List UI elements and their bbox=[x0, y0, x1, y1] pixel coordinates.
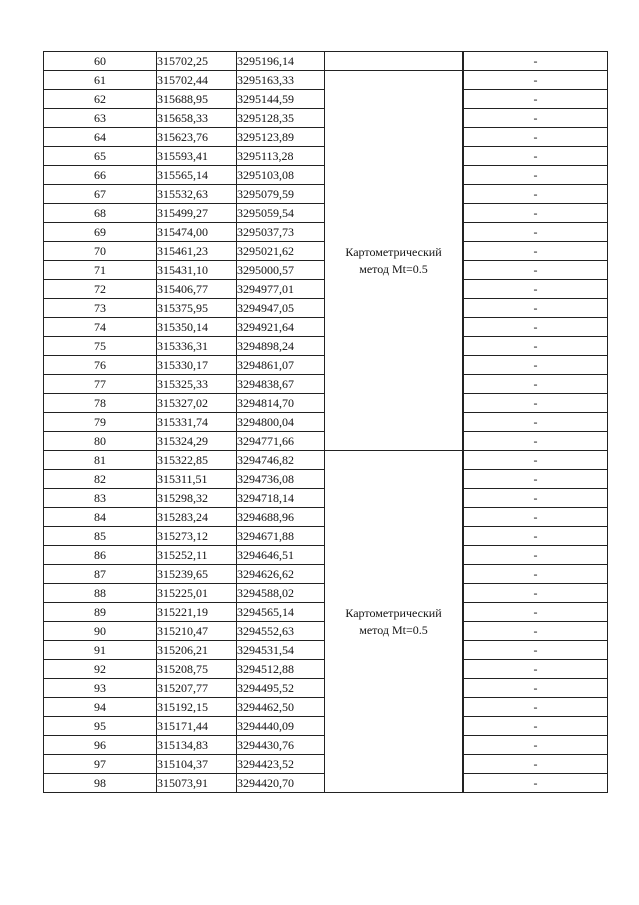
point-number-cell: 86 bbox=[44, 546, 157, 565]
dash-cell: - bbox=[464, 679, 608, 698]
dash-cell: - bbox=[464, 337, 608, 356]
x-coordinate-cell: 315375,95 bbox=[157, 299, 237, 318]
point-number-cell: 66 bbox=[44, 166, 157, 185]
method-name: Картометрический bbox=[345, 244, 442, 259]
point-number-cell: 62 bbox=[44, 90, 157, 109]
point-number-cell: 90 bbox=[44, 622, 157, 641]
y-coordinate-cell: 3295079,59 bbox=[237, 185, 325, 204]
dash-cell: - bbox=[464, 603, 608, 622]
dash-cell: - bbox=[464, 527, 608, 546]
x-coordinate-cell: 315208,75 bbox=[157, 660, 237, 679]
dash-cell: - bbox=[464, 185, 608, 204]
y-coordinate-cell: 3294495,52 bbox=[237, 679, 325, 698]
y-coordinate-cell: 3294565,14 bbox=[237, 603, 325, 622]
y-coordinate-cell: 3295021,62 bbox=[237, 242, 325, 261]
method-cell bbox=[325, 451, 463, 793]
dash-cell: - bbox=[464, 508, 608, 527]
y-coordinate-cell: 3295163,33 bbox=[237, 71, 325, 90]
x-coordinate-cell: 315206,21 bbox=[157, 641, 237, 660]
x-coordinate-cell: 315273,12 bbox=[157, 527, 237, 546]
dash-cell: - bbox=[464, 166, 608, 185]
dash-cell: - bbox=[464, 736, 608, 755]
point-number-cell: 79 bbox=[44, 413, 157, 432]
y-coordinate-cell: 3294861,07 bbox=[237, 356, 325, 375]
x-coordinate-cell: 315283,24 bbox=[157, 508, 237, 527]
dash-cell: - bbox=[464, 242, 608, 261]
x-coordinate-cell: 315210,47 bbox=[157, 622, 237, 641]
x-coordinate-cell: 315322,85 bbox=[157, 451, 237, 470]
dash-cell: - bbox=[464, 755, 608, 774]
dash-cell: - bbox=[464, 204, 608, 223]
point-number-cell: 77 bbox=[44, 375, 157, 394]
point-number-cell: 69 bbox=[44, 223, 157, 242]
point-number-cell: 65 bbox=[44, 147, 157, 166]
x-coordinate-cell: 315325,33 bbox=[157, 375, 237, 394]
y-coordinate-cell: 3294626,62 bbox=[237, 565, 325, 584]
dash-cell: - bbox=[464, 698, 608, 717]
dash-cell: - bbox=[464, 261, 608, 280]
x-coordinate-cell: 315658,33 bbox=[157, 109, 237, 128]
point-number-cell: 81 bbox=[44, 451, 157, 470]
y-coordinate-cell: 3294420,70 bbox=[237, 774, 325, 793]
y-coordinate-cell: 3294898,24 bbox=[237, 337, 325, 356]
y-coordinate-cell: 3295000,57 bbox=[237, 261, 325, 280]
dash-cell: - bbox=[464, 375, 608, 394]
point-number-cell: 67 bbox=[44, 185, 157, 204]
point-number-cell: 80 bbox=[44, 432, 157, 451]
method-accuracy: метод Mt=0.5 bbox=[359, 261, 428, 276]
y-coordinate-cell: 3294947,05 bbox=[237, 299, 325, 318]
y-coordinate-cell: 3295103,08 bbox=[237, 166, 325, 185]
y-coordinate-cell: 3294800,04 bbox=[237, 413, 325, 432]
y-coordinate-cell: 3294746,82 bbox=[237, 451, 325, 470]
x-coordinate-cell: 315350,14 bbox=[157, 318, 237, 337]
y-coordinate-cell: 3294671,88 bbox=[237, 527, 325, 546]
dash-cell: - bbox=[464, 774, 608, 793]
point-number-cell: 98 bbox=[44, 774, 157, 793]
table-row bbox=[44, 451, 608, 470]
x-coordinate-cell: 315336,31 bbox=[157, 337, 237, 356]
y-coordinate-cell: 3294646,51 bbox=[237, 546, 325, 565]
dash-cell: - bbox=[464, 394, 608, 413]
dash-cell: - bbox=[464, 280, 608, 299]
y-coordinate-cell: 3294512,88 bbox=[237, 660, 325, 679]
dash-cell: - bbox=[464, 90, 608, 109]
x-coordinate-cell: 315192,15 bbox=[157, 698, 237, 717]
method-cell bbox=[325, 71, 463, 451]
dash-cell: - bbox=[464, 546, 608, 565]
x-coordinate-cell: 315324,29 bbox=[157, 432, 237, 451]
point-number-cell: 85 bbox=[44, 527, 157, 546]
y-coordinate-cell: 3294736,08 bbox=[237, 470, 325, 489]
dash-cell: - bbox=[464, 109, 608, 128]
y-coordinate-cell: 3294440,09 bbox=[237, 717, 325, 736]
point-number-cell: 60 bbox=[44, 52, 157, 71]
dash-cell: - bbox=[464, 489, 608, 508]
dash-cell: - bbox=[464, 318, 608, 337]
x-coordinate-cell: 315593,41 bbox=[157, 147, 237, 166]
point-number-cell: 83 bbox=[44, 489, 157, 508]
point-number-cell: 84 bbox=[44, 508, 157, 527]
dash-cell: - bbox=[464, 641, 608, 660]
x-coordinate-cell: 315623,76 bbox=[157, 128, 237, 147]
x-coordinate-cell: 315311,51 bbox=[157, 470, 237, 489]
method-accuracy: метод Mt=0.5 bbox=[359, 622, 428, 637]
point-number-cell: 72 bbox=[44, 280, 157, 299]
y-coordinate-cell: 3294688,96 bbox=[237, 508, 325, 527]
x-coordinate-cell: 315239,65 bbox=[157, 565, 237, 584]
x-coordinate-cell: 315073,91 bbox=[157, 774, 237, 793]
point-number-cell: 75 bbox=[44, 337, 157, 356]
y-coordinate-cell: 3294977,01 bbox=[237, 280, 325, 299]
point-number-cell: 70 bbox=[44, 242, 157, 261]
y-coordinate-cell: 3295123,89 bbox=[237, 128, 325, 147]
coordinates-table-body bbox=[44, 52, 608, 793]
point-number-cell: 91 bbox=[44, 641, 157, 660]
dash-cell: - bbox=[464, 52, 608, 71]
x-coordinate-cell: 315104,37 bbox=[157, 755, 237, 774]
point-number-cell: 73 bbox=[44, 299, 157, 318]
x-coordinate-cell: 315134,83 bbox=[157, 736, 237, 755]
dash-cell: - bbox=[464, 147, 608, 166]
dash-cell: - bbox=[464, 717, 608, 736]
y-coordinate-cell: 3295196,14 bbox=[237, 52, 325, 71]
point-number-cell: 74 bbox=[44, 318, 157, 337]
y-coordinate-cell: 3295059,54 bbox=[237, 204, 325, 223]
x-coordinate-cell: 315207,77 bbox=[157, 679, 237, 698]
table-row bbox=[44, 71, 608, 90]
x-coordinate-cell: 315702,25 bbox=[157, 52, 237, 71]
x-coordinate-cell: 315431,10 bbox=[157, 261, 237, 280]
method-name: Картометрический bbox=[345, 605, 442, 620]
point-number-cell: 71 bbox=[44, 261, 157, 280]
table-row bbox=[44, 52, 608, 71]
y-coordinate-cell: 3295113,28 bbox=[237, 147, 325, 166]
y-coordinate-cell: 3294588,02 bbox=[237, 584, 325, 603]
x-coordinate-cell: 315225,01 bbox=[157, 584, 237, 603]
x-coordinate-cell: 315565,14 bbox=[157, 166, 237, 185]
dash-cell: - bbox=[464, 413, 608, 432]
dash-cell: - bbox=[464, 660, 608, 679]
x-coordinate-cell: 315532,63 bbox=[157, 185, 237, 204]
y-coordinate-cell: 3294814,70 bbox=[237, 394, 325, 413]
point-number-cell: 78 bbox=[44, 394, 157, 413]
dash-cell: - bbox=[464, 71, 608, 90]
x-coordinate-cell: 315474,00 bbox=[157, 223, 237, 242]
y-coordinate-cell: 3295144,59 bbox=[237, 90, 325, 109]
point-number-cell: 87 bbox=[44, 565, 157, 584]
point-number-cell: 89 bbox=[44, 603, 157, 622]
point-number-cell: 63 bbox=[44, 109, 157, 128]
dash-cell: - bbox=[464, 356, 608, 375]
x-coordinate-cell: 315499,27 bbox=[157, 204, 237, 223]
coordinates-table bbox=[43, 51, 608, 793]
y-coordinate-cell: 3294462,50 bbox=[237, 698, 325, 717]
dash-cell: - bbox=[464, 622, 608, 641]
y-coordinate-cell: 3294430,76 bbox=[237, 736, 325, 755]
y-coordinate-cell: 3295037,73 bbox=[237, 223, 325, 242]
y-coordinate-cell: 3295128,35 bbox=[237, 109, 325, 128]
x-coordinate-cell: 315327,02 bbox=[157, 394, 237, 413]
dash-cell: - bbox=[464, 128, 608, 147]
point-number-cell: 95 bbox=[44, 717, 157, 736]
point-number-cell: 64 bbox=[44, 128, 157, 147]
method-cell-empty bbox=[325, 52, 463, 71]
x-coordinate-cell: 315688,95 bbox=[157, 90, 237, 109]
x-coordinate-cell: 315702,44 bbox=[157, 71, 237, 90]
y-coordinate-cell: 3294423,52 bbox=[237, 755, 325, 774]
x-coordinate-cell: 315331,74 bbox=[157, 413, 237, 432]
point-number-cell: 92 bbox=[44, 660, 157, 679]
point-number-cell: 97 bbox=[44, 755, 157, 774]
x-coordinate-cell: 315406,77 bbox=[157, 280, 237, 299]
dash-cell: - bbox=[464, 299, 608, 318]
dash-cell: - bbox=[464, 451, 608, 470]
y-coordinate-cell: 3294838,67 bbox=[237, 375, 325, 394]
dash-cell: - bbox=[464, 470, 608, 489]
y-coordinate-cell: 3294771,66 bbox=[237, 432, 325, 451]
x-coordinate-cell: 315252,11 bbox=[157, 546, 237, 565]
dash-cell: - bbox=[464, 223, 608, 242]
y-coordinate-cell: 3294531,54 bbox=[237, 641, 325, 660]
x-coordinate-cell: 315461,23 bbox=[157, 242, 237, 261]
point-number-cell: 61 bbox=[44, 71, 157, 90]
point-number-cell: 68 bbox=[44, 204, 157, 223]
x-coordinate-cell: 315171,44 bbox=[157, 717, 237, 736]
point-number-cell: 88 bbox=[44, 584, 157, 603]
dash-cell: - bbox=[464, 565, 608, 584]
dash-cell: - bbox=[464, 584, 608, 603]
y-coordinate-cell: 3294552,63 bbox=[237, 622, 325, 641]
point-number-cell: 94 bbox=[44, 698, 157, 717]
y-coordinate-cell: 3294718,14 bbox=[237, 489, 325, 508]
point-number-cell: 76 bbox=[44, 356, 157, 375]
x-coordinate-cell: 315221,19 bbox=[157, 603, 237, 622]
y-coordinate-cell: 3294921,64 bbox=[237, 318, 325, 337]
point-number-cell: 82 bbox=[44, 470, 157, 489]
dash-cell: - bbox=[464, 432, 608, 451]
x-coordinate-cell: 315298,32 bbox=[157, 489, 237, 508]
x-coordinate-cell: 315330,17 bbox=[157, 356, 237, 375]
point-number-cell: 96 bbox=[44, 736, 157, 755]
point-number-cell: 93 bbox=[44, 679, 157, 698]
